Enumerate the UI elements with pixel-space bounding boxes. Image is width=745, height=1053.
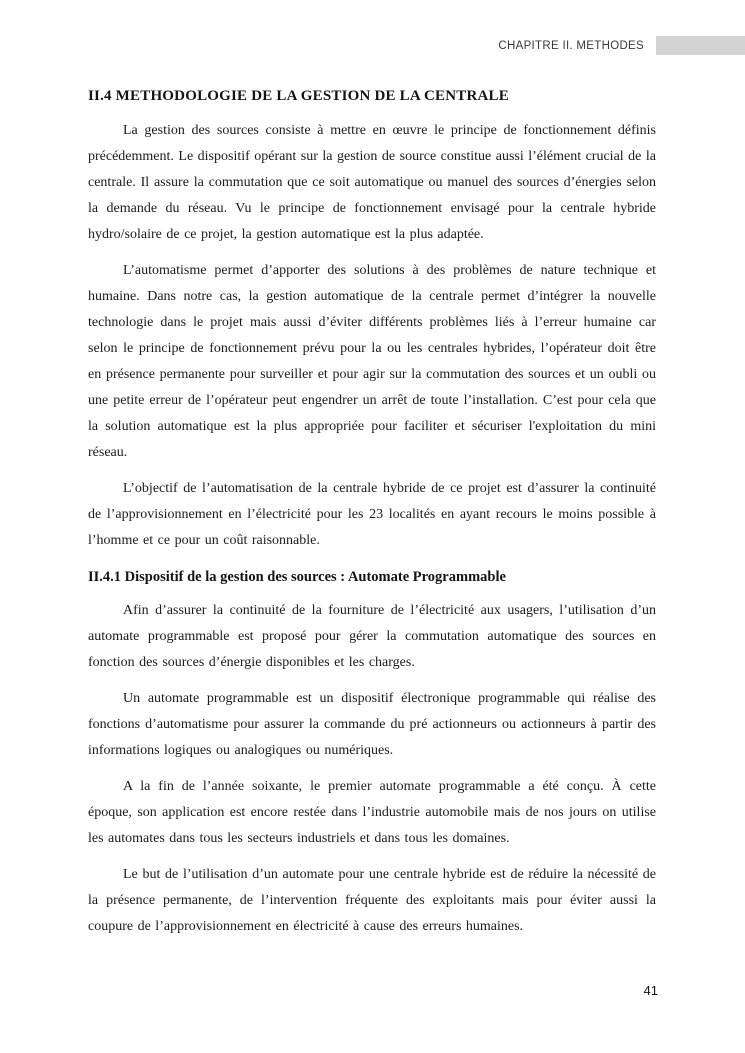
paragraph-definition-automate: Un automate programmable est un dispositif électronique programmable qui réalise des fonctions d’automatisme pour assurer la commande du pré actionneurs ou actionneurs à partir des informations logiques ou analogiques ou numériques. xyxy=(88,691,656,758)
section-title: II.4 METHODOLOGIE DE LA GESTION DE LA CENTRALE xyxy=(88,88,509,104)
paragraph-objectif: L’objectif de l’automatisation de la centrale hybride de ce projet est d’assurer la continuité de l’approvisionnement en l’électricité pour les 23 localités en ayant recours le moins possible à l’homme et ce pour un coût raisonnable. xyxy=(88,481,656,548)
page-number: 41 xyxy=(643,983,658,998)
paragraph-historique-automate: A la fin de l’année soixante, le premier automate programmable a été conçu. À cette époque, son application est encore restée dans l’industrie automobile mais de nos jours on utilise les automates dans tous les secteurs industriels et dans tous les domaines. xyxy=(88,779,656,846)
page-content xyxy=(88,86,656,950)
paragraph-but-utilisation: Le but de l’utilisation d’un automate pour une centrale hybride est de réduire la nécessité de la présence permanente, de l’intervention fréquente des exploitants mais pour éviter aussi la coupure de l’approvisionnement en électricité à cause des erreurs humaines. xyxy=(88,867,656,934)
paragraph-afin-assurer: Afin d’assurer la continuité de la fourniture de l’électricité aux usagers, l’utilisation d’un automate programmable est proposé pour gérer la commutation automatique des sources en fonction des sources d’énergie disponibles et les charges. xyxy=(88,603,656,670)
subsection-title: II.4.1 Dispositif de la gestion des sources : Automate Programmable xyxy=(88,569,506,585)
header-highlight-box xyxy=(656,36,745,55)
running-header xyxy=(498,36,745,55)
paragraph-gestion-sources: La gestion des sources consiste à mettre en œuvre le principe de fonctionnement définis précédemment. Le dispositif opérant sur la gestion de source constitue aussi l’élément crucial de la centrale. Il assure la commutation que ce soit automatique ou manuel des sources d’énergies selon la demande du réseau. Vu le principe de fonctionnement envisagé pour la centrale hybride hydro/solaire de ce projet, la gestion automatique est la plus adaptée. xyxy=(88,123,656,242)
paragraph-automatisme: L’automatisme permet d’apporter des solutions à des problèmes de nature technique et humaine. Dans notre cas, la gestion automatique de la centrale permet d’intégrer la nouvelle technologie dans le projet mais aussi d’éviter différents problèmes liés à l’erreur humaine car selon le principe de fonctionnement prévu pour la ou les centrales hybrides, l’opérateur doit être en présence permanente pour surveiller et pour agir sur la commutation des sources et un oubli ou une petite erreur de l’opérateur peut engendrer un arrêt de toute l’installation. C’est pour cela que la solution automatique est la plus appropriée pour faciliter et sécuriser l'exploitation du mini réseau. xyxy=(88,263,656,460)
running-header-text: CHAPITRE II. METHODES xyxy=(498,39,644,52)
